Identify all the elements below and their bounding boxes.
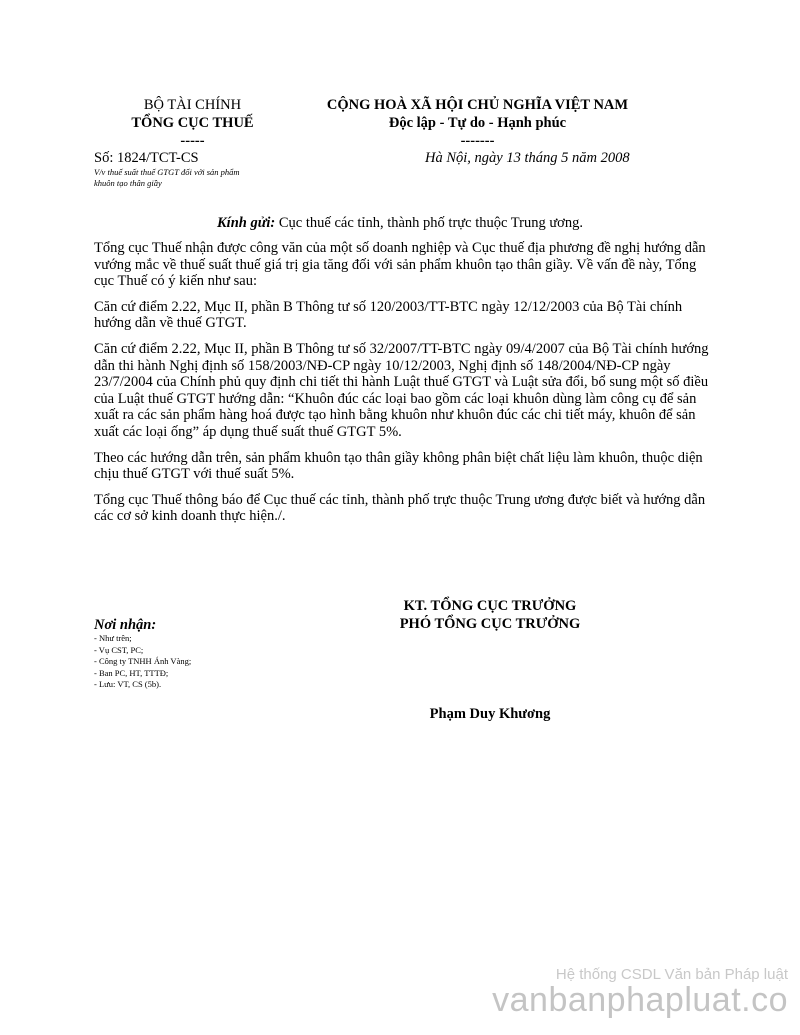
recipients-list-item: - Như trên; — [94, 633, 132, 643]
signature-title-line-1: KT. TỔNG CỤC TRƯỞNG — [403, 598, 577, 614]
signer-name: Phạm Duy Khương — [429, 706, 551, 722]
recipients-list-item: - Ban PC, HT, TTTĐ; — [94, 667, 169, 678]
recipient-label: Kính gửi: — [217, 215, 276, 231]
document-body — [94, 240, 714, 534]
national-separator: ------- — [460, 133, 495, 149]
ministry-name: BỘ TÀI CHÍNH — [143, 97, 242, 113]
recipients-list — [94, 633, 191, 691]
document-number: Số: 1824/TCT-CS — [94, 150, 199, 166]
recipients-list-item: - Lưu: VT, CS (5b). — [94, 679, 162, 689]
document-subject — [94, 167, 294, 189]
document-date: Hà Nội, ngày 13 tháng 5 năm 2008 — [425, 150, 630, 166]
recipient-line — [0, 215, 800, 232]
body-paragraph: Căn cứ điểm 2.22, Mục II, phần B Thông tư số 32/2007/TT-BTC ngày 09/4/2007 của Bộ Tài chính hướng dẫn thi hành Nghị định số 158/2003/NĐ-CP ngày 10/12/2003, Nghị định số 148/2004/NĐ-CP ngày 23/7/2004 của Chính phủ quy định chi tiết thi hành Luật thuế GTGT và Luật sửa đổi, bổ sung một số điều của Luật thuế GTGT hướng dẫn: “Khuôn đúc các loại bao gồm các loại khuôn dùng làm công cụ để sản xuất ra các sản phẩm hàng hoá được tạo hình bằng khuôn như khuôn đúc các chi tiết máy, khuôn để sản xuất các loại ống” áp dụng thuế suất thuế GTGT 5%. — [94, 340, 709, 440]
watermark-caption: Hệ thống CSDL Văn bản Pháp luật — [555, 966, 788, 983]
republic-name: CỘNG HOÀ XÃ HỘI CHỦ NGHĨA VIỆT NAM — [326, 97, 629, 113]
body-paragraph: Tổng cục Thuế thông báo để Cục thuế các tỉnh, thành phố trực thuộc Trung ương được biết và hướng dẫn các cơ sở kinh doanh thực hiện./. — [94, 491, 706, 525]
watermark-site: vanbanphapluat.co — [492, 981, 788, 1019]
body-paragraph: Tổng cục Thuế nhận được công văn của một số doanh nghiệp và Cục thuế địa phương đề nghị hướng dẫn vướng mắc về thuế suất thuế giá trị gia tăng đối với sản phẩm khuôn tạo thân giầy. Về vấn đề này, Tổng cục Thuế có ý kiến như sau: — [94, 240, 706, 290]
body-paragraph: Căn cứ điểm 2.22, Mục II, phần B Thông tư số 120/2003/TT-BTC ngày 12/12/2003 của Bộ Tài chính hướng dẫn về thuế GTGT. — [94, 298, 683, 332]
body-paragraph: Theo các hướng dẫn trên, sản phẩm khuôn tạo thân giầy không phân biệt chất liệu làm khuôn, thuộc diện chịu thuế GTGT với thuế suất 5%. — [94, 449, 703, 483]
recipient-text: Cục thuế các tỉnh, thành phố trực thuộc Trung ương. — [275, 215, 583, 231]
recipients-title: Nơi nhận: — [94, 617, 157, 633]
signature-title-line-2: PHÓ TỔNG CỤC TRƯỞNG — [399, 616, 581, 632]
recipients-list-item: - Vụ CST, PC; — [94, 644, 144, 655]
recipients-list-item: - Công ty TNHH Ánh Vàng; — [94, 656, 192, 666]
issuer-separator: ----- — [180, 133, 205, 149]
national-header — [305, 96, 650, 150]
subject-line-2: khuôn tạo thân giầy — [94, 178, 162, 188]
subject-line-1: V/v thuế suất thuế GTGT đối với sản phẩm — [94, 167, 240, 177]
issuer-header — [90, 96, 295, 150]
national-motto: Độc lập - Tự do - Hạnh phúc — [388, 115, 567, 131]
signature-title — [360, 597, 620, 633]
department-name: TỔNG CỤC THUẾ — [131, 115, 254, 131]
